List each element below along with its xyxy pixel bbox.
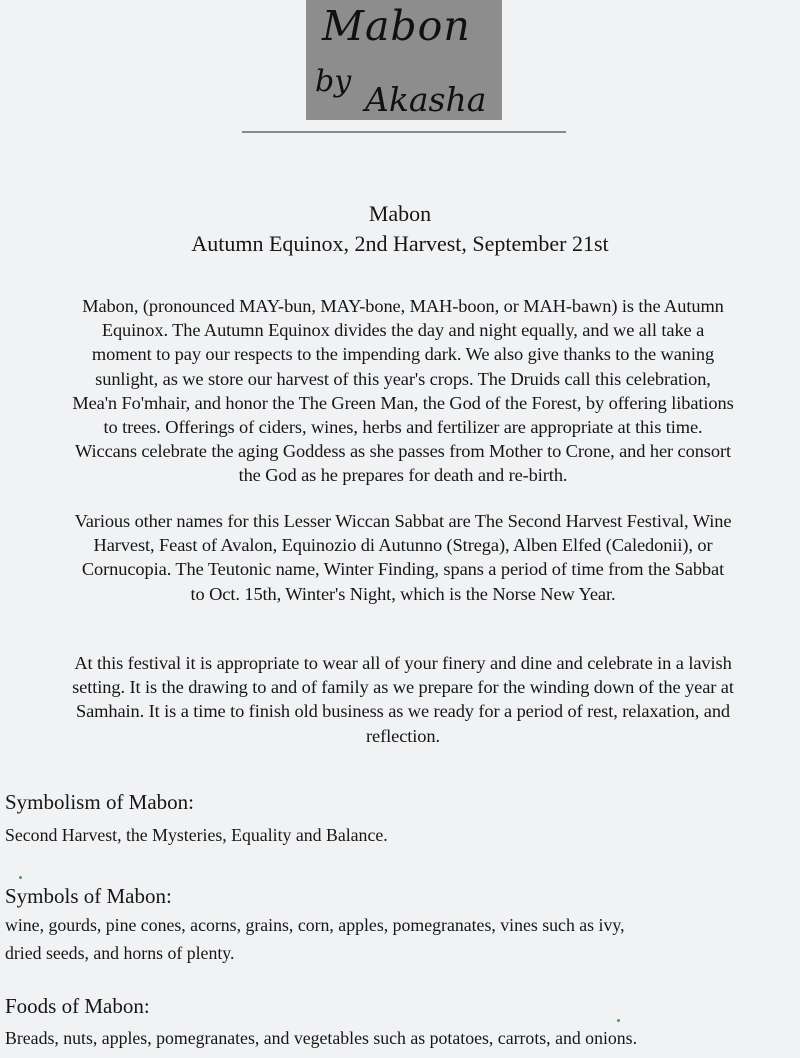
text-line: Wiccans celebrate the aging Goddess as she passes from Mother to Crone, and her consort xyxy=(75,441,731,462)
text-line: Cornucopia. The Teutonic name, Winter Finding, spans a period of time from the Sabbat xyxy=(81,559,725,580)
section-title-symbols: Symbols of Mabon: xyxy=(5,884,172,908)
text-line: reflection. xyxy=(366,725,440,746)
section-body-foods xyxy=(5,1024,795,1052)
text-line: Mabon, (pronounced MAY-bun, MAY-bone, MAH-boon, or MAH-bawn) is the Autumn xyxy=(82,296,724,316)
section-body-symbolism xyxy=(5,821,795,849)
text-line: to Oct. 15th, Winter's Night, which is the Norse New Year. xyxy=(190,583,616,604)
text-line: Second Harvest, the Mysteries, Equality and Balance. xyxy=(5,825,388,845)
text-line: Various other names for this Lesser Wiccan Sabbat are The Second Harvest Festival, Wine xyxy=(74,511,732,531)
text-line: to trees. Offerings of ciders, wines, herbs and fertilizer are appropriate at this time. xyxy=(103,417,703,438)
text-line: Samhain. It is a time to finish old business as we ready for a period of rest, relaxation, and xyxy=(75,701,731,722)
text-line: the God as he prepares for death and re-birth. xyxy=(238,465,568,486)
text-line: Equinox. The Autumn Equinox divides the day and night equally, and we all take a xyxy=(101,320,705,341)
text-line: moment to pay our respects to the impending dark. We also give thanks to the waning xyxy=(91,344,715,365)
paper-speck xyxy=(617,1019,620,1022)
text-line: dried seeds, and horns of plenty. xyxy=(5,943,235,963)
text-line: Breads, nuts, apples, pomegranates, and vegetables such as potatoes, carrots, and onions. xyxy=(5,1028,638,1048)
paper-speck xyxy=(19,876,22,879)
title-divider xyxy=(242,131,566,133)
section-title-foods: Foods of Mabon: xyxy=(5,994,150,1018)
text-line: Mea'n Fo'mhair, and honor the The Green Man, the God of the Forest, by offering libations xyxy=(72,392,734,413)
title-by-word: by xyxy=(315,64,352,99)
section-title-symbolism: Symbolism of Mabon: xyxy=(5,790,195,814)
document-title: Mabon xyxy=(322,2,471,50)
text-line: At this festival it is appropriate to wear all of your finery and dine and celebrate in a lavish xyxy=(74,653,732,673)
paragraph-other-names xyxy=(8,509,798,606)
heading-name: Mabon xyxy=(368,201,432,226)
text-line: setting. It is the drawing to and of family as we prepare for the winding down of the year at xyxy=(72,677,734,698)
paragraph-festival xyxy=(8,651,798,748)
text-line: Harvest, Feast of Avalon, Equinozio di Autunno (Strega), Alben Elfed (Caledonii), or xyxy=(93,535,713,556)
heading-subtitle: Autumn Equinox, 2nd Harvest, September 21st xyxy=(191,231,609,256)
text-line: sunlight, as we store our harvest of this year's crops. The Druids call this celebration, xyxy=(95,368,711,389)
text-line: wine, gourds, pine cones, acorns, grains, corn, apples, pomegranates, vines such as ivy, xyxy=(5,915,625,935)
paragraph-intro xyxy=(8,294,798,488)
title-author: Akasha xyxy=(365,80,487,119)
section-body-symbols xyxy=(5,911,795,967)
